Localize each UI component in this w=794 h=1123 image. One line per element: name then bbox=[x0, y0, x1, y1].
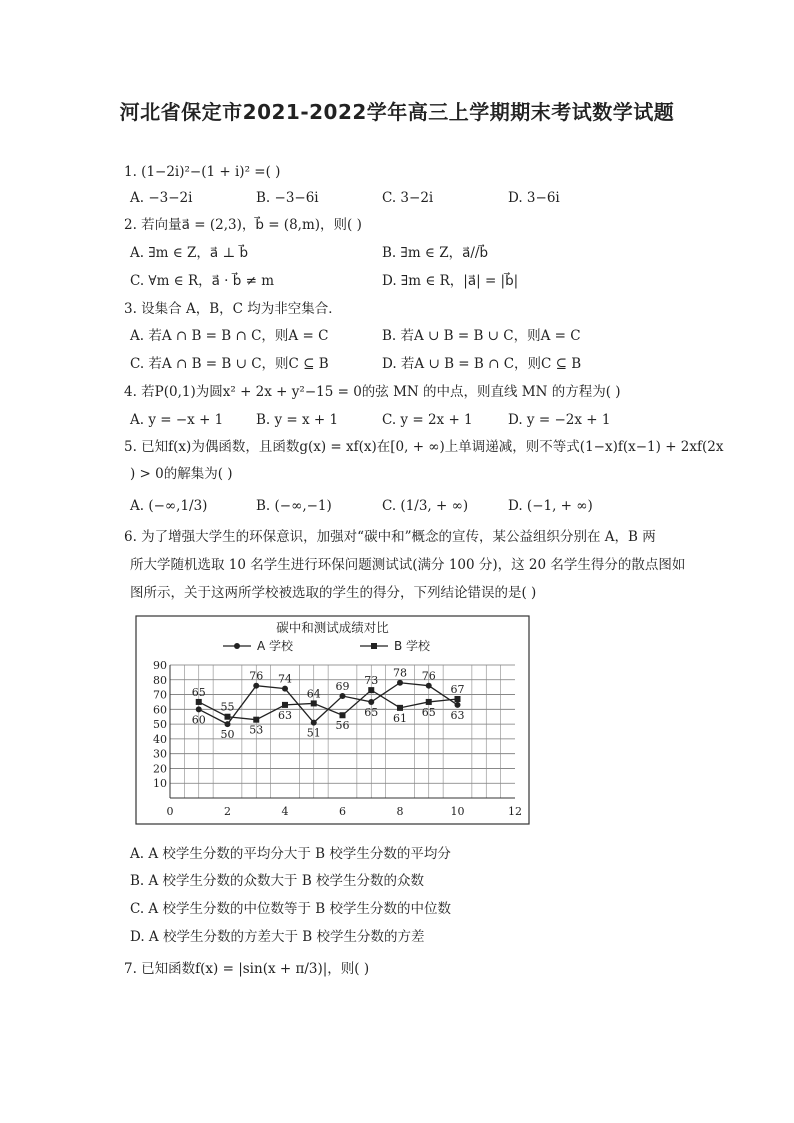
question-1-stem: 1. (1−2i)²−(1 + i)² =( ) bbox=[124, 164, 281, 180]
y-tick-label: 30 bbox=[153, 747, 167, 761]
data-label: 67 bbox=[450, 682, 465, 696]
question-2-option-d: D. ∃m ∈ R，|a⃗| = |b⃗| bbox=[382, 273, 519, 289]
data-label: 65 bbox=[364, 705, 379, 719]
legend-label: A 学校 bbox=[257, 639, 294, 653]
data-point-a bbox=[455, 702, 461, 708]
question-6-option-b: B. A 校学生分数的众数大于 B 校学生分数的众数 bbox=[130, 873, 425, 889]
data-label: 50 bbox=[220, 728, 235, 742]
question-1-option-c: C. 3−2i bbox=[382, 190, 434, 206]
question-3-option-a: A. 若A ∩ B = B ∩ C，则A = C bbox=[130, 328, 329, 344]
question-4-option-d: D. y = −2x + 1 bbox=[508, 412, 611, 428]
score-chart bbox=[135, 615, 530, 825]
score-chart-svg bbox=[135, 615, 530, 825]
data-label: 74 bbox=[278, 672, 292, 686]
data-point-b bbox=[426, 699, 432, 705]
y-tick-label: 80 bbox=[153, 673, 167, 687]
data-point-a bbox=[196, 706, 202, 712]
question-3-option-d: D. 若A ∪ B = B ∩ C，则C ⊆ B bbox=[382, 356, 582, 372]
legend-marker-square bbox=[371, 643, 377, 649]
question-1-option-a: A. −3−2i bbox=[130, 190, 193, 206]
question-3-stem: 3. 设集合 A，B，C 均为非空集合． bbox=[124, 301, 342, 317]
question-4-option-c: C. y = 2x + 1 bbox=[382, 412, 473, 428]
data-point-b bbox=[282, 702, 288, 708]
data-point-a bbox=[253, 683, 259, 689]
question-5-option-d: D. (−1, + ∞) bbox=[508, 498, 593, 514]
data-label: 65 bbox=[421, 705, 436, 719]
data-label: 55 bbox=[220, 700, 235, 714]
data-point-a bbox=[426, 683, 432, 689]
question-2-option-b: B. ∃m ∈ Z，a⃗//b⃗ bbox=[382, 245, 489, 261]
data-point-a bbox=[397, 680, 403, 686]
legend-marker-circle bbox=[234, 643, 240, 649]
data-label: 69 bbox=[335, 680, 350, 694]
question-6-option-d: D. A 校学生分数的方差大于 B 校学生分数的方差 bbox=[130, 929, 425, 945]
data-point-b bbox=[311, 700, 317, 706]
question-5-option-c: C. (1/3, + ∞) bbox=[382, 498, 469, 514]
question-6-option-c: C. A 校学生分数的中位数等于 B 校学生分数的中位数 bbox=[130, 901, 451, 917]
data-label: 78 bbox=[393, 666, 407, 680]
question-6-stem-cont-2: 图所示，关于这两所学校被选取的学生的得分，下列结论错误的是( ) bbox=[130, 585, 537, 601]
data-point-b bbox=[397, 705, 403, 711]
data-point-b bbox=[455, 696, 461, 702]
data-label: 51 bbox=[306, 726, 321, 740]
data-point-a bbox=[282, 686, 288, 692]
question-2-stem: 2. 若向量a⃗ = (2,3)，b⃗ = (8,m)，则( ) bbox=[124, 217, 362, 233]
data-point-a bbox=[311, 720, 317, 726]
question-3-option-b: B. 若A ∪ B = B ∪ C，则A = C bbox=[382, 328, 581, 344]
question-7-stem: 7. 已知函数f(x) = |sin(x + π/3)|，则( ) bbox=[124, 961, 370, 977]
x-tick-label: 4 bbox=[281, 805, 289, 818]
question-2-option-c: C. ∀m ∈ R，a⃗ · b⃗ ≠ m bbox=[130, 273, 275, 289]
data-label: 76 bbox=[249, 669, 264, 683]
chart-title: 碳中和测试成绩对比 bbox=[276, 620, 389, 635]
data-point-b bbox=[368, 687, 374, 693]
data-label: 63 bbox=[278, 708, 292, 722]
data-point-a bbox=[225, 721, 231, 727]
data-label: 56 bbox=[335, 719, 350, 733]
data-label: 65 bbox=[191, 685, 206, 699]
question-3-option-c: C. 若A ∩ B = B ∪ C，则C ⊆ B bbox=[130, 356, 329, 372]
y-tick-label: 50 bbox=[153, 718, 167, 732]
question-6-stem-cont-1: 所大学随机选取 10 名学生进行环保问题测试试(满分 100 分)，这 20 名学生得分的散点图如 bbox=[130, 557, 686, 573]
data-point-b bbox=[253, 717, 259, 723]
data-label: 60 bbox=[191, 713, 206, 727]
data-point-b bbox=[225, 714, 231, 720]
question-4-stem: 4. 若P(0,1)为圆x² + 2x + y²−15 = 0的弦 MN 的中点，则直线 MN 的方程为( ) bbox=[124, 384, 621, 400]
data-label: 61 bbox=[393, 711, 407, 725]
data-label: 53 bbox=[249, 723, 264, 737]
x-tick-label: 6 bbox=[339, 805, 346, 818]
question-5-option-b: B. (−∞,−1) bbox=[256, 498, 332, 514]
x-tick-label: 12 bbox=[508, 805, 522, 818]
y-tick-label: 70 bbox=[153, 688, 167, 702]
data-label: 76 bbox=[421, 669, 436, 683]
legend-label: B 学校 bbox=[394, 639, 431, 653]
data-point-a bbox=[368, 699, 374, 705]
y-tick-label: 60 bbox=[153, 703, 167, 717]
question-6-option-a: A. A 校学生分数的平均分大于 B 校学生分数的平均分 bbox=[130, 846, 451, 862]
data-label: 63 bbox=[450, 708, 465, 722]
question-1-option-d: D. 3−6i bbox=[508, 190, 560, 206]
page-title: 河北省保定市2021-2022学年高三上学期期末考试数学试题 bbox=[119, 100, 675, 124]
x-tick-label: 0 bbox=[166, 805, 174, 818]
x-tick-label: 2 bbox=[224, 805, 231, 818]
y-tick-label: 40 bbox=[153, 732, 167, 746]
x-tick-label: 10 bbox=[450, 805, 465, 818]
question-2-option-a: A. ∃m ∈ Z，a⃗ ⊥ b⃗ bbox=[130, 245, 249, 261]
data-label: 64 bbox=[306, 687, 321, 701]
y-tick-label: 20 bbox=[153, 762, 167, 776]
question-1-option-b: B. −3−6i bbox=[256, 190, 319, 206]
question-5-stem: 5. 已知f(x)为偶函数，且函数g(x) = xf(x)在[0, + ∞)上单调递减，则不等式(1−x)f(x−1) + 2xf(2x bbox=[124, 439, 724, 455]
question-6-stem: 6. 为了增强大学生的环保意识，加强对“碳中和”概念的宣传，某公益组织分别在 A，B 两 bbox=[124, 529, 656, 545]
question-4-option-b: B. y = x + 1 bbox=[256, 412, 339, 428]
y-tick-label: 10 bbox=[153, 777, 167, 791]
data-point-b bbox=[340, 712, 346, 718]
data-label: 73 bbox=[364, 674, 379, 688]
y-tick-label: 90 bbox=[153, 659, 167, 672]
data-point-a bbox=[340, 693, 346, 699]
question-4-option-a: A. y = −x + 1 bbox=[130, 412, 224, 428]
question-5-option-a: A. (−∞,1/3) bbox=[130, 498, 208, 514]
data-point-b bbox=[196, 699, 202, 705]
x-tick-label: 8 bbox=[396, 805, 404, 818]
question-5-stem-cont: ) > 0的解集为( ) bbox=[130, 466, 233, 482]
